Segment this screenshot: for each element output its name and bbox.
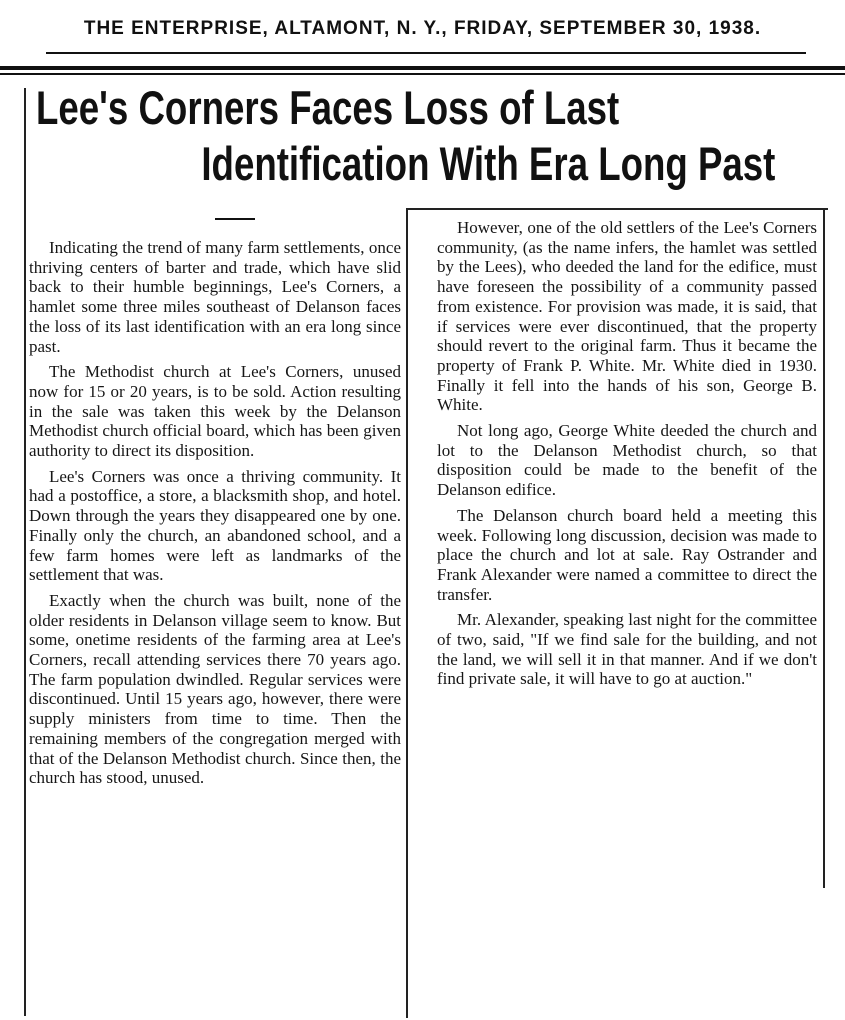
column-border-left	[24, 88, 26, 1016]
paragraph: Indicating the trend of many farm settlements, once thriving centers of barter and trade, which have slid back to their humble beginnings, Lee's Corners, a hamlet some three miles southeast of Delanson faces the loss of its last identification with an era long since past.	[29, 238, 401, 356]
headline	[36, 80, 776, 192]
paragraph: Not long ago, George White deeded the church and lot to the Delanson Methodist church, so that disposition could be made to the benefit of the Delanson edifice.	[437, 421, 817, 500]
headline-line-1: Lee's Corners Faces Loss of Last	[36, 81, 620, 134]
article-column-left	[29, 238, 401, 794]
masthead: THE ENTERPRISE, ALTAMONT, N. Y., FRIDAY, SEPTEMBER 30, 1938.	[83, 18, 762, 39]
paragraph: Exactly when the church was built, none of the older residents in Delanson village seem to know. But some, onetime residents of the farming area at Lee's Corners, recall attending services there 70 years ago. The farm population dwindled. Regular services were discontinued. Until 15 years ago, however, there were supply ministers from time to time. Then the remaining members of the congregation merged with that of the Delanson Methodist church. Since then, the church has stood, unused.	[29, 590, 401, 788]
paragraph: Lee's Corners was once a thriving community. It had a postoffice, a store, a blacksmith shop, and hotel. Down through the years they disappeared one by one. Finally only the church, an abandoned school, and a few farm homes were left as landmarks of the settlement that was.	[29, 466, 401, 585]
right-column-top-rule	[408, 208, 828, 210]
column-divider	[406, 208, 408, 1018]
page-rule-thin	[0, 73, 845, 75]
masthead-rule	[46, 52, 806, 54]
paragraph: Mr. Alexander, speaking last night for the committee of two, said, "If we find sale for the building, and not the land, we will sell it in that manner. And if we don't find private sale, it will have to go at auction."	[437, 610, 817, 689]
article-column-right	[437, 218, 817, 695]
headline-line-2: Identification With Era Long Past	[201, 137, 776, 190]
paragraph: However, one of the old settlers of the Lee's Corners community, (as the name infers, the hamlet was settled by the Lees), who deeded the land for the edifice, must have foreseen the possibility of a community passed from existence. For provision was made, it is said, that if services were ever discontinued, that the property should revert to the original farm. Thus it became the property of Frank P. White. Mr. White died in 1930. Finally it fell into the hands of his son, George B. White.	[437, 218, 817, 415]
page-rule-thick	[0, 66, 845, 70]
headline-separator	[215, 218, 255, 220]
column-border-right	[823, 208, 825, 888]
paragraph: The Delanson church board held a meeting this week. Following long discussion, decision was made to place the church and lot at sale. Ray Ostrander and Frank Alexander were named a committee to direct the transfer.	[437, 505, 817, 604]
paragraph: The Methodist church at Lee's Corners, unused now for 15 or 20 years, is to be sold. Action resulting in the sale was taken this week by the Delanson Methodist church official board, which has been given authority to direct its disposition.	[29, 362, 401, 461]
